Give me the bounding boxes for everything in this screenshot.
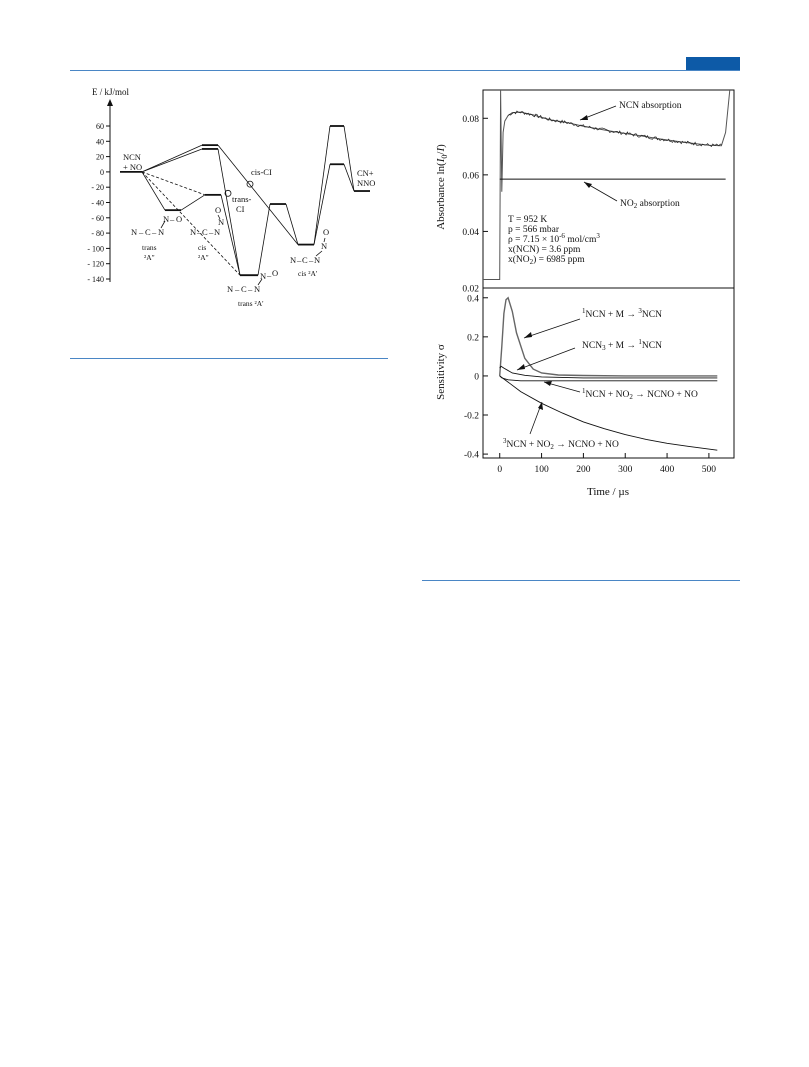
sens-y-tick-label: -0.2 [463,411,479,422]
label-trans-min: trans ²A' [238,299,264,308]
mol-atom: C [302,255,308,265]
r1-arrow-head [524,332,532,338]
sens-x-tick-label: 300 [618,465,633,475]
label-cis-state: ²A" [198,253,209,262]
xno2-post: ) = 6985 ppm [533,255,585,265]
condition-T: T = 952 K [508,215,548,225]
mol-atom: O [272,268,279,278]
r4-sub: 2 [550,443,554,451]
condition-p: p = 566 mbar [508,225,560,235]
mol-bond: – [170,214,175,224]
sens-x-tick-label: 400 [659,465,675,475]
energy-connection [344,126,354,191]
sens-y-tick-label: 0.4 [467,294,479,305]
sens-y-tick-label: -0.4 [463,450,479,461]
sens-y-tick-label: 0 [474,372,479,383]
mol-atom: N [260,271,267,281]
diagram-y-tick-label: 40 [96,137,104,147]
diagram-y-tick-label: - 40 [91,198,104,208]
r4-a: NCN + NO [506,440,551,450]
sensitivity-y-label: Sensitivity σ [435,344,447,400]
sens-x-tick-label: 500 [701,465,717,475]
energy-connection [218,145,298,244]
mol-atom: N [321,241,328,251]
reaction-2-label [582,338,662,352]
diagram-y-tick-label: - 120 [87,259,104,269]
r1-sup: 3 [638,307,642,315]
right-column-rule [422,580,740,581]
mol-atom: N [290,255,297,265]
label-products-nno: NNO [357,178,376,188]
abs-ylabel-i: I [435,158,447,163]
energy-connection [142,172,205,195]
mol-atom: N [158,227,165,237]
mol-atom: O [323,227,330,237]
r1-b: NCN [641,310,662,320]
time-x-label: Time / µs [586,486,630,498]
energy-connection [344,164,354,191]
mol-atom: O [176,214,183,224]
energy-connection [181,195,205,210]
abs-ylabel-pre: Absorbance ln( [435,162,447,230]
condition-x-no2 [508,254,585,266]
r3-arrow-head [544,381,552,386]
r2-sup: 1 [638,338,642,346]
abs-y-tick-label: 0.08 [462,114,479,125]
no2-post: absorption [637,199,680,209]
rho-sup2: 3 [596,232,600,240]
mol-atom: N [314,255,321,265]
sens-x-tick-label: 0 [497,465,503,475]
reaction-4-label [503,437,619,451]
mol-bond: – [235,284,240,294]
diagram-y-tick-label: 60 [96,122,104,131]
diagram-y-tick-label: - 60 [91,213,104,223]
r4-pre: 3 [503,437,507,445]
no2-absorption-label [620,199,680,210]
label-products-cn: CN+ [357,168,374,178]
r1-pre: 1 [582,307,586,315]
left-column-rule [70,358,388,359]
absorbance-sensitivity-figure [420,82,750,502]
diagram-axis-arrow [107,99,113,106]
absorbance-y-ticks [462,115,488,295]
mol-atom: N [163,214,170,224]
label-cis-min: cis ²A' [298,269,318,278]
energy-connection [142,172,165,210]
no2-arrow-head [584,182,592,188]
reaction-1-label [582,307,662,320]
mol-atom: C [145,227,151,237]
abs-ylabel-sub: 0 [440,154,449,159]
r2-arrow-head [517,364,525,370]
sens-y-tick-label: 0.2 [467,333,479,344]
mol-bond: – [139,227,144,237]
no2-pre: NO [620,199,634,209]
xno2-pre: x(NO [508,255,530,265]
abs-y-tick-label: 0.02 [462,284,479,295]
energy-connection [258,204,270,275]
mol-atom: C [241,284,247,294]
diagram-y-tick-label: 0 [100,167,104,177]
abs-y-tick-label: 0.04 [462,227,479,238]
ncn-arrow-head [580,115,588,120]
diagram-y-axis-label: E / kJ/mol [92,87,130,97]
abs-ylabel-slash: / [435,151,447,155]
section-tab [686,57,740,71]
diagram-y-tick-label: - 80 [91,229,104,239]
molecule-trans-2A1 [227,268,278,308]
r3-b: → NCNO + NO [632,390,698,400]
absorbance-panel [435,90,734,295]
energy-connection [142,149,202,172]
mol-bond: – [209,227,214,237]
r2-sub: 3 [602,344,606,352]
mol-bond: – [309,255,314,265]
molecule-cis-2A1 [290,227,329,278]
mol-atom: N [218,217,225,227]
label-trans-ci-2: CI [236,204,245,214]
label-cis-name: cis [198,243,207,252]
sensitivity-panel [435,288,734,498]
r3-a: NCN + NO [585,390,630,400]
abs-ylabel-i2: I [435,147,447,152]
abs-ylabel-post: ) [435,144,447,148]
r4-b: → NCNO + NO [553,440,619,450]
mol-atom: N [131,227,138,237]
ncn-absorption-label: NCN absorption [619,101,682,111]
reaction-3-label [582,387,698,401]
cis-ci-marker [247,181,253,187]
label-reactant-ncn: NCN [123,152,141,162]
label-cis-ci: cis-CI [251,167,272,177]
ncn-absorption-noise [508,111,721,147]
diagram-y-axis [87,99,113,284]
mol-atom: C [202,227,208,237]
mol-atom: N [190,227,197,237]
mol-bond: – [267,270,272,280]
label-trans-state: ²A" [144,253,155,262]
label-trans-ci-1: trans- [232,194,252,204]
r3-pre: 1 [582,387,586,395]
rho-pre: ρ = 7.15 × 10 [508,235,560,245]
diagram-y-tick-label: - 140 [87,275,104,284]
molecule-trans-2A2 [131,214,182,262]
energy-connection [142,172,240,275]
mol-bond: – [297,255,302,265]
condition-x-ncn: x(NCN) = 3.6 ppm [508,245,581,255]
rho-post: mol/cm [564,235,597,245]
mol-atom: N [227,284,234,294]
absorbance-y-label [435,144,449,230]
no2-sub: 2 [633,202,638,210]
diagram-y-tick-label: - 100 [87,244,104,254]
r1-a: NCN + M → [585,310,639,320]
mol-atom: N [214,227,221,237]
header-rule [70,70,740,71]
diagram-y-tick-label: - 20 [91,183,104,193]
abs-y-tick-label: 0.06 [462,171,479,182]
energy-connection [286,204,298,245]
energy-connection [142,145,202,172]
sens-x-tick-label: 100 [534,465,549,475]
sens-x-tick-label: 200 [576,465,591,475]
rho-sup: -6 [559,232,565,240]
r2-a: NCN [582,341,603,351]
mol-bond: – [197,227,202,237]
mol-atom: O [215,205,222,215]
mol-bond: – [248,284,253,294]
r1-arrow [524,319,580,338]
r2-b: + M → [605,341,639,351]
label-reactant-no: + NO [123,162,143,172]
mol-bond: – [152,227,157,237]
energy-diagram [80,82,390,312]
diagram-y-tick-label: 20 [96,152,104,162]
r2-c: NCN [641,341,662,351]
mol-atom: N [254,284,261,294]
label-trans-name: trans [142,243,157,252]
xno2-sub: 2 [529,258,534,266]
r3-sub: 2 [629,393,633,401]
